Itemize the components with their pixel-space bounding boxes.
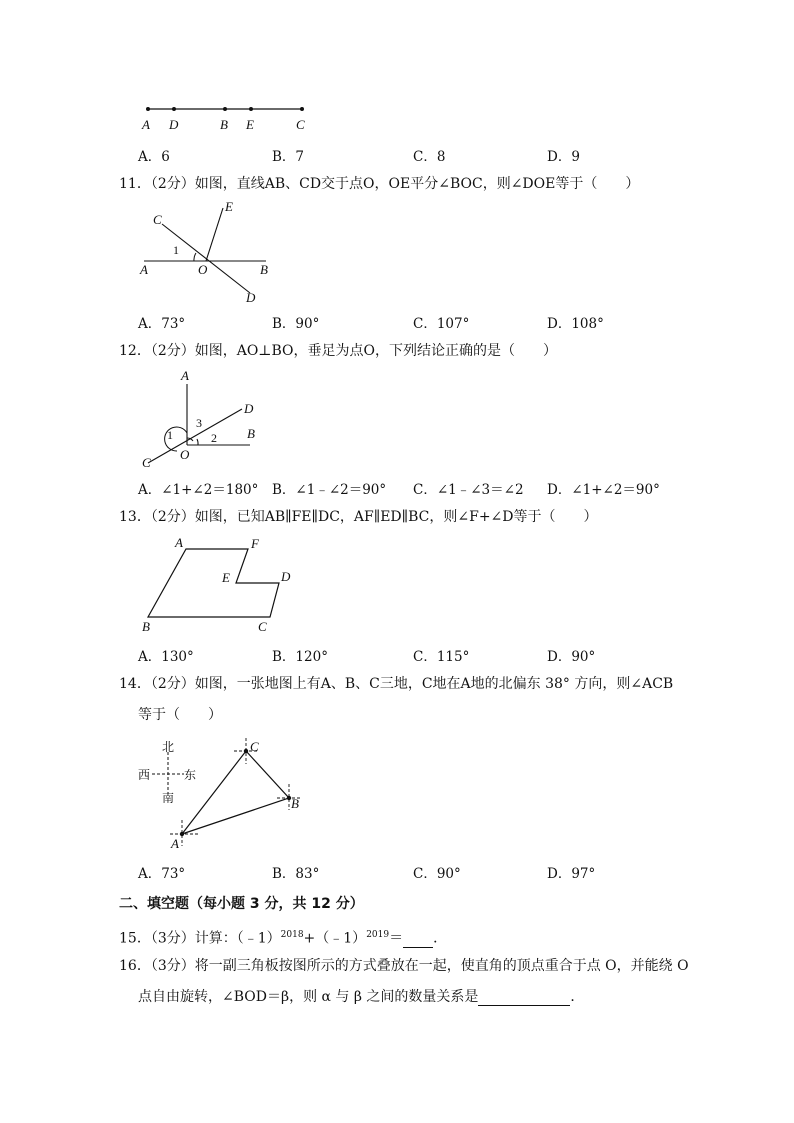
q13-option-c: C．115° bbox=[413, 649, 470, 665]
q11-stem: 11．（2分）如图，直线AB、CD交于点O，OE平分∠BOC，则∠DOE等于（ ） bbox=[119, 176, 640, 192]
q16-line1: 16．（3分）将一副三角板按图所示的方式叠放在一起，使直角的顶点重合于点 O，并能绕 O bbox=[119, 958, 689, 974]
q12-label-2: 2 bbox=[211, 431, 217, 445]
q10-option-a: A．6 bbox=[138, 149, 170, 165]
q12-option-b: B．∠1﹣∠2＝90° bbox=[272, 482, 387, 498]
q12-option-c: C．∠1﹣∠3＝∠2 bbox=[413, 482, 524, 498]
q16-answer-blank[interactable] bbox=[478, 991, 570, 1006]
q13-stem: 13．（2分）如图，已知AB∥FE∥DC，AF∥ED∥BC，则∠F+∠D等于（ ） bbox=[119, 509, 598, 525]
q11-label-B: B bbox=[260, 262, 268, 277]
q10-option-b: B．7 bbox=[272, 149, 305, 165]
q10-option-c: C．8 bbox=[413, 149, 446, 165]
q14-figure bbox=[134, 734, 320, 854]
q11-label-O: O bbox=[198, 262, 208, 277]
q13-label-A: A bbox=[175, 535, 183, 550]
q15-answer-blank[interactable] bbox=[403, 933, 433, 948]
q14-stem-line1: 14．（2分）如图，一张地图上有A、B、C三地，C地在A地的北偏东 38° 方向，则∠ACB bbox=[119, 676, 674, 692]
q11-label-1: 1 bbox=[173, 243, 179, 257]
q14-option-d: D．97° bbox=[547, 866, 596, 882]
q15-exponent-2: 2019 bbox=[366, 930, 390, 940]
q11-label-C: C bbox=[153, 212, 162, 227]
q15-middle: +（﹣1） bbox=[303, 930, 367, 947]
q10-label-B: B bbox=[220, 117, 228, 132]
q14-compass-south: 南 bbox=[162, 791, 175, 805]
q13-option-d: D．90° bbox=[547, 649, 596, 665]
q10-label-E: E bbox=[246, 117, 254, 132]
q12-option-a: A．∠1+∠2＝180° bbox=[138, 482, 259, 498]
q14-compass-north: 北 bbox=[162, 740, 175, 754]
q10-line-figure bbox=[140, 98, 320, 136]
q10-option-d: D．9 bbox=[547, 149, 580, 165]
q14-compass-east: 东 bbox=[184, 768, 197, 782]
q13-label-D: D bbox=[281, 569, 291, 584]
q12-label-O: O bbox=[180, 447, 190, 462]
q14-stem-line2: 等于（ ） bbox=[138, 707, 222, 723]
q12-option-d: D．∠1+∠2＝90° bbox=[547, 482, 660, 498]
q13-label-F: F bbox=[251, 536, 259, 551]
q13-label-E: E bbox=[222, 570, 230, 585]
q12-label-B: B bbox=[247, 426, 255, 441]
q15-end: ． bbox=[433, 930, 448, 947]
q16-end: ． bbox=[570, 989, 585, 1005]
q13-option-b: B．120° bbox=[272, 649, 328, 665]
q13-option-a: A．130° bbox=[138, 649, 194, 665]
q11-label-E: E bbox=[225, 199, 233, 214]
q14-label-C: C bbox=[250, 739, 259, 754]
q15-suffix: ＝ bbox=[389, 930, 404, 947]
q10-label-D: D bbox=[169, 117, 179, 132]
q11-figure bbox=[136, 198, 286, 308]
q11-option-a: A．73° bbox=[138, 316, 186, 332]
q12-label-A: A bbox=[181, 368, 189, 383]
q13-label-B: B bbox=[142, 619, 150, 634]
q14-option-c: C．90° bbox=[413, 866, 461, 882]
q16-line2-wrap bbox=[138, 988, 584, 1006]
q15-stem bbox=[119, 926, 447, 948]
q14-option-b: B．83° bbox=[272, 866, 320, 882]
q13-label-C: C bbox=[258, 619, 267, 634]
q15-prefix: 15．（3分）计算：（﹣1） bbox=[119, 930, 281, 947]
q12-stem: 12．（2分）如图，AO⊥BO，垂足为点O，下列结论正确的是（ ） bbox=[119, 343, 557, 359]
q14-label-B: B bbox=[291, 796, 299, 811]
q14-option-a: A．73° bbox=[138, 866, 186, 882]
section2-heading: 二、填空题（每小题 3 分，共 12 分） bbox=[119, 896, 364, 912]
q12-figure bbox=[136, 364, 266, 474]
q10-label-A: A bbox=[142, 117, 150, 132]
q11-label-A: A bbox=[140, 262, 148, 277]
q11-option-d: D．108° bbox=[547, 316, 604, 332]
q14-compass-west: 西 bbox=[138, 768, 151, 782]
q11-option-c: C．107° bbox=[413, 316, 470, 332]
q12-label-D: D bbox=[244, 401, 254, 416]
q15-exponent-1: 2018 bbox=[280, 930, 304, 940]
q12-label-1: 1 bbox=[167, 428, 173, 442]
q10-label-C: C bbox=[296, 117, 305, 132]
q16-line2: 点自由旋转，∠BOD＝β，则 α 与 β 之间的数量关系是 bbox=[138, 989, 479, 1005]
q12-label-C: C bbox=[142, 455, 151, 470]
q11-option-b: B．90° bbox=[272, 316, 320, 332]
q14-label-A: A bbox=[171, 836, 179, 851]
q11-label-D: D bbox=[246, 290, 256, 305]
q13-figure bbox=[136, 534, 306, 638]
q12-label-3: 3 bbox=[196, 416, 202, 430]
